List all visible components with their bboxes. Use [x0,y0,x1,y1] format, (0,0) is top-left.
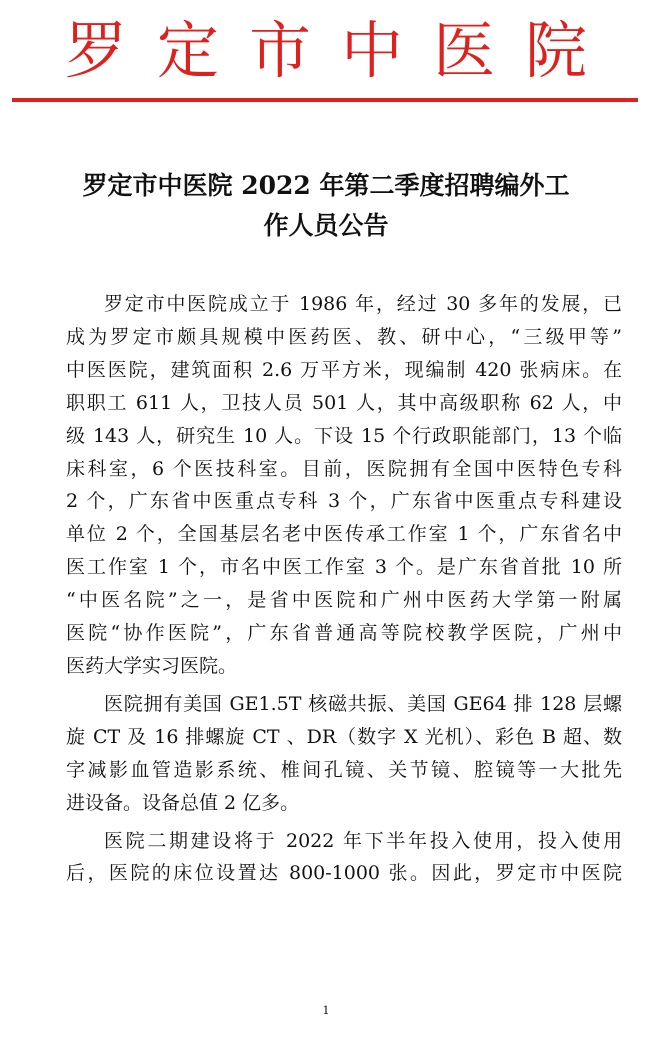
text-line: 医院拥有美国 GE1.5T 核磁共振、美国 GE64 排 128 层螺 [104,692,622,715]
text-line: “中医名院”之一，是省中医院和广州中医药大学第一附属 [66,589,622,612]
text-line: 中医医院，建筑面积 2.6 万平方米，现编制 420 张病床。在 [66,358,622,381]
text-line: 旋 CT 及 16 排螺旋 CT 、DR（数字 X 光机）、彩色 B 超、数 [66,725,622,748]
paragraph-equipment [66,688,622,820]
text-line: 成为罗定市颇具规模中医药医、教、研中心，“三级甲等” [66,325,622,348]
announcement-body [66,288,622,890]
text-line: 医院“协作医院”，广东省普通高等院校教学医院，广州中 [66,622,622,645]
text-line: 医药大学实习医院。 [66,654,238,677]
text-line: 床科室，6 个医技科室。目前，医院拥有全国中医特色专科 [66,457,622,480]
paragraph-phase-two [66,825,622,891]
text-line: 医院二期建设将于 2022 年下半年投入使用，投入使用 [104,829,622,852]
text-line: 医工作室 1 个，市名中医工作室 3 个。是广东省首批 10 所 [66,556,622,579]
letterhead [12,6,640,96]
text-line: 字减影血管造影系统、椎间孔镜、关节镜、腔镜等一大批先 [66,758,622,781]
announcement-title [30,166,622,246]
paragraph-hospital-overview [66,288,622,683]
text-line: 单位 2 个，全国基层名老中医传承工作室 1 个，广东省名中 [66,523,622,546]
announcement-title-line-2: 作人员公告 [263,211,389,240]
letterhead-red-rule [12,98,638,102]
text-line: 职职工 611 人，卫技人员 501 人，其中高级职称 62 人，中 [66,391,622,414]
text-line: 罗定市中医院成立于 1986 年，经过 30 多年的发展，已 [104,293,622,315]
announcement-title-line-1: 罗定市中医院 2022 年第二季度招聘编外工 [82,171,570,200]
page-number: 1 [322,1004,330,1017]
text-line: 后，医院的床位设置达 800-1000 张。因此，罗定市中医院 [66,862,622,885]
text-line: 级 143 人，研究生 10 人。下设 15 个行政职能部门，13 个临 [66,424,622,447]
text-line: 进设备。设备总值 2 亿多。 [66,791,300,814]
letterhead-org-name: 罗定市中医院 [64,14,617,87]
text-line: 2 个，广东省中医重点专科 3 个，广东省中医重点专科建设 [66,490,622,513]
